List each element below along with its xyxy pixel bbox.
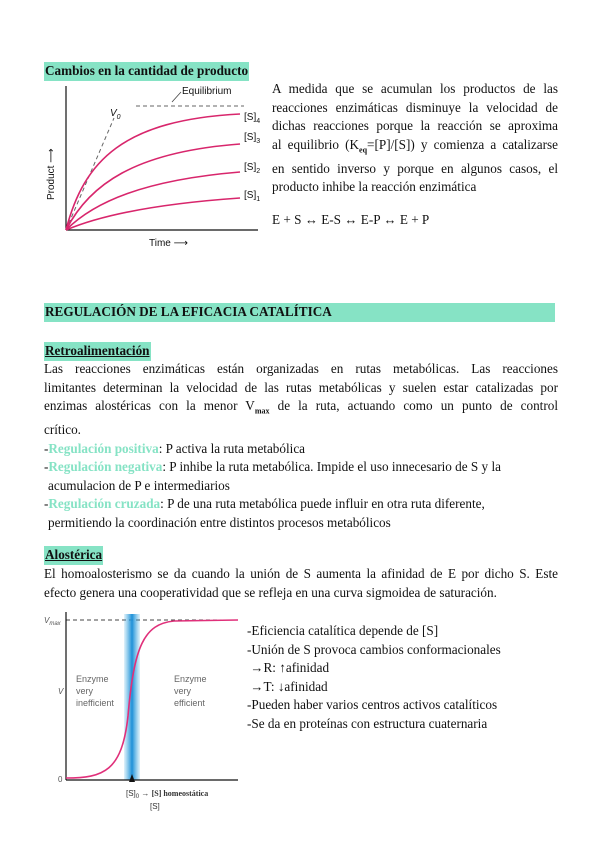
paragraph-line: producto inhibe la reacción enzimática xyxy=(272,179,477,195)
regulation-item-negative-cont: acumulacion de P e intermediarios xyxy=(48,477,230,493)
chart1-label-s1: $[S]_1$ xyxy=(244,190,261,203)
paragraph-line: reacciones enzimáticas disminuye la velocidad de xyxy=(272,99,558,115)
sigmoid-saturation-chart xyxy=(44,606,240,816)
regulation-item-positive: -Regulación positiva: P activa la ruta metabólica xyxy=(44,440,306,456)
bullet-item-r-state: →R: ↑afinidad xyxy=(247,660,330,675)
alosterica-paragraph xyxy=(44,565,558,602)
section1-paragraph xyxy=(272,80,558,197)
chart2-x-label: [S] xyxy=(150,802,160,811)
term-cross: Regulación cruzada xyxy=(48,496,161,512)
bullet-item: -Pueden haber varios centros activos catalíticos xyxy=(247,697,498,712)
bullet-item-t-state: →T: ↓afinidad xyxy=(247,678,328,694)
chart1-curve-s4 xyxy=(66,114,240,230)
chart1-equilibrium-label: Equilibrium xyxy=(182,86,232,97)
chart1-label-s2: $[S]_2$ xyxy=(244,162,261,175)
bullet-item: -Se da en proteínas con estructura cuaternaria xyxy=(247,715,488,731)
chart1-y-label: Product ⟶ xyxy=(46,148,57,200)
term-positive: Regulación positiva xyxy=(48,440,159,456)
chart1-equilibrium-pointer xyxy=(172,92,181,102)
chart2-y-label: V xyxy=(58,687,64,696)
paragraph-line: en sentido inverso y porque en algunos casos, el xyxy=(272,160,558,176)
chart1-curve-s1 xyxy=(66,198,240,230)
paragraph-line: crítico. xyxy=(44,422,81,438)
chart1-curve-s3 xyxy=(66,144,240,230)
paragraph-line: Las reacciones enzimáticas están organizadas en rutas metabólicas. Las reacciones xyxy=(44,361,558,376)
subheading-retroalimentacion: Retroalimentación xyxy=(44,342,151,361)
chart2-efficient-label: Enzyme very efficient xyxy=(174,674,207,708)
paragraph-line: A medida que se acumulan los productos de las xyxy=(272,81,558,96)
product-time-chart xyxy=(44,80,266,252)
enzyme-equation: E + S ↔ E-S ↔ E-P ↔ E + P xyxy=(272,212,430,227)
term-negative: Regulación negativa xyxy=(48,459,163,475)
alosterica-bullets xyxy=(247,622,557,733)
section-heading-regulation: REGULACIÓN DE LA EFICACIA CATALÍTICA xyxy=(44,303,555,322)
regulation-item-negative: -Regulación negativa: P inhibe la ruta metabólica. Impide el uso innecesario de S y la xyxy=(44,459,501,475)
chart2-vmax-label: $V_{max}$ xyxy=(44,616,61,627)
chart2-x-sublabel: $[S]_0 \to [S]$ homeostática xyxy=(126,789,209,800)
chart2-origin-label: 0 xyxy=(58,775,63,784)
chart2-homeostatic-band xyxy=(124,614,140,780)
chart1-v0-label: $V_0$ xyxy=(110,108,121,121)
retroalimentacion-paragraph xyxy=(44,360,558,532)
chart2-inefficient-label: Enzyme very inefficient xyxy=(76,674,114,708)
paragraph-line: El homoalosterismo se da cuando la unión de S aumenta la afinidad de E por dicho S. Este xyxy=(44,566,558,581)
regulation-item-cross: -Regulación cruzada: P de una ruta metabólica puede influir en otra ruta diferente, xyxy=(44,496,485,512)
section-heading-product-changes: Cambios en la cantidad de producto xyxy=(44,62,249,81)
bullet-item: -Unión de S provoca cambios conformacionales xyxy=(247,641,501,657)
chart1-label-s3: $[S]_3$ xyxy=(244,132,261,145)
paragraph-line-keq: al equilibrio $(K_{eq}=[P]/[S])$ y comienza a catalizarse xyxy=(272,136,558,155)
chart1-x-label: Time ⟶ xyxy=(149,238,188,249)
bullet-item: -Eficiencia catalítica depende de [S] xyxy=(247,623,439,638)
subheading-alosterica: Alostérica xyxy=(44,546,103,565)
paragraph-line: limitantes determinan la velocidad de las rutas metabólicas y suelen estar catalizadas por xyxy=(44,379,558,395)
regulation-item-cross-cont: permitiendo la coordinación entre distintos procesos metabólicos xyxy=(48,514,391,530)
paragraph-line: efecto genera una cooperatividad que se refleja en una curva sigmoidea de saturación. xyxy=(44,584,497,600)
chart1-label-s4: $[S]_4$ xyxy=(244,112,261,125)
paragraph-line-vmax: enzimas alostéricas con la menor $V_{max}$ de la ruta, actuando como un punto de control xyxy=(44,398,558,416)
paragraph-line: dichas reacciones porque la reacción se aproxima xyxy=(272,118,558,133)
